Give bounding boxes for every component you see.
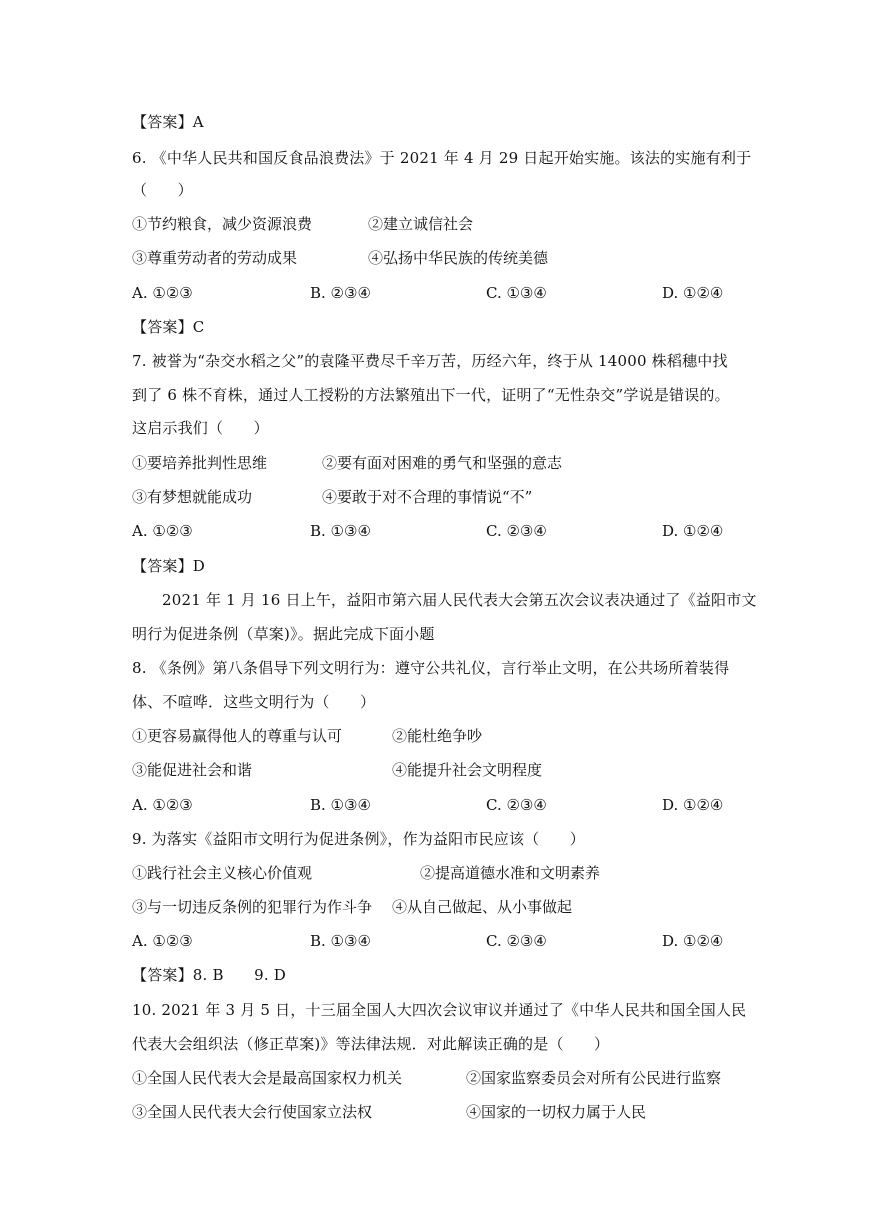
question-8-statement-1: ①更容易赢得他人的尊重与认可: [132, 727, 343, 745]
question-9-statement-2: ②提高道德水准和文明素养: [420, 864, 601, 882]
question-7-statement-2: ②要有面对困难的勇气和坚强的意志: [322, 454, 563, 472]
question-8-choice-c: C. ②③④: [486, 796, 547, 814]
question-8-stem-line2: 体、不喧哗．这些文明行为（ ）: [132, 693, 376, 711]
material-line1: 2021 年 1 月 16 日上午，益阳市第六届人民代表大会第五次会议表决通过了《益阳市文: [162, 591, 757, 609]
question-6-choice-c: C. ①③④: [486, 284, 547, 302]
question-7-statement-4: ④要敢于对不合理的事情说“不”: [322, 488, 533, 506]
question-6-stem-line1: 6. 《中华人民共和国反食品浪费法》于 2021 年 4 月 29 日起开始实施。该法的实施有利于: [132, 149, 752, 167]
question-6-choice-d: D. ①②④: [662, 284, 724, 302]
question-7-statement-1: ①要培养批判性思维: [132, 454, 268, 472]
question-7-choice-a: A. ①②③: [132, 522, 193, 540]
question-7-stem-line1: 7. 被誉为“杂交水稻之父”的袁隆平费尽千辛万苦，历经六年，终于从 14000 株稻穗中找: [132, 352, 728, 370]
question-10-statement-1: ①全国人民代表大会是最高国家权力机关: [132, 1069, 403, 1087]
question-8-statement-2: ②能杜绝争吵: [392, 727, 483, 745]
question-7-statement-3: ③有梦想就能成功: [132, 488, 253, 506]
answer-label: 【答案】A: [132, 113, 204, 131]
question-10-stem-line1: 10. 2021 年 3 月 5 日，十三届全国人大四次会议审议并通过了《中华人民共和国全国人民: [132, 1001, 747, 1019]
question-10-statement-4: ④国家的一切权力属于人民: [466, 1103, 647, 1121]
question-8-stem-line1: 8. 《条例》第八条倡导下列文明行为：遵守公共礼仪，言行举止文明，在公共场所着装得: [132, 659, 730, 677]
question-10-statement-2: ②国家监察委员会对所有公民进行监察: [466, 1069, 722, 1087]
answer-label: 【答案】8. B 9. D: [132, 966, 287, 984]
question-8-choice-b: B. ①③④: [310, 796, 371, 814]
question-6-stem-line2: （ ）: [132, 181, 193, 199]
question-10-statement-3: ③全国人民代表大会行使国家立法权: [132, 1103, 373, 1121]
question-8-statement-4: ④能提升社会文明程度: [392, 761, 543, 779]
question-7-choice-c: C. ②③④: [486, 522, 547, 540]
question-9-choice-a: A. ①②③: [132, 932, 193, 950]
answer-label: 【答案】C: [132, 318, 205, 336]
question-9-statement-3: ③与一切违反条例的犯罪行为作斗争: [132, 898, 373, 916]
question-9-statement-4: ④从自己做起、从小事做起: [392, 898, 573, 916]
question-9-statement-1: ①践行社会主义核心价值观: [132, 864, 313, 882]
question-6-statement-4: ④弘扬中华民族的传统美德: [368, 249, 549, 267]
question-7-choice-b: B. ①③④: [310, 522, 371, 540]
question-9-choice-d: D. ①②④: [662, 932, 724, 950]
question-7-stem-line3: 这启示我们（ ）: [132, 419, 269, 437]
question-8-statement-3: ③能促进社会和谐: [132, 761, 253, 779]
question-9-choice-b: B. ①③④: [310, 932, 371, 950]
question-10-stem-line2: 代表大会组织法（修正草案)》等法律法规．对此解读正确的是（ ）: [132, 1035, 610, 1053]
question-6-statement-3: ③尊重劳动者的劳动成果: [132, 249, 298, 267]
question-9-stem-line1: 9. 为落实《益阳市文明行为促进条例》，作为益阳市民应该（ ）: [132, 830, 585, 848]
question-6-statement-2: ②建立诚信社会: [368, 215, 474, 233]
question-6-choice-b: B. ②③④: [310, 284, 371, 302]
question-8-choice-d: D. ①②④: [662, 796, 724, 814]
material-line2: 明行为促进条例（草案)》。据此完成下面小题: [132, 625, 435, 643]
question-6-statement-1: ①节约粮食，减少资源浪费: [132, 215, 313, 233]
question-6-choice-a: A. ①②③: [132, 284, 193, 302]
question-7-choice-d: D. ①②④: [662, 522, 724, 540]
question-9-choice-c: C. ②③④: [486, 932, 547, 950]
answer-label: 【答案】D: [132, 557, 206, 575]
question-7-stem-line2: 到了 6 株不育株，通过人工授粉的方法繁殖出下一代，证明了“无性杂交”学说是错误的。: [132, 386, 730, 404]
question-8-choice-a: A. ①②③: [132, 796, 193, 814]
